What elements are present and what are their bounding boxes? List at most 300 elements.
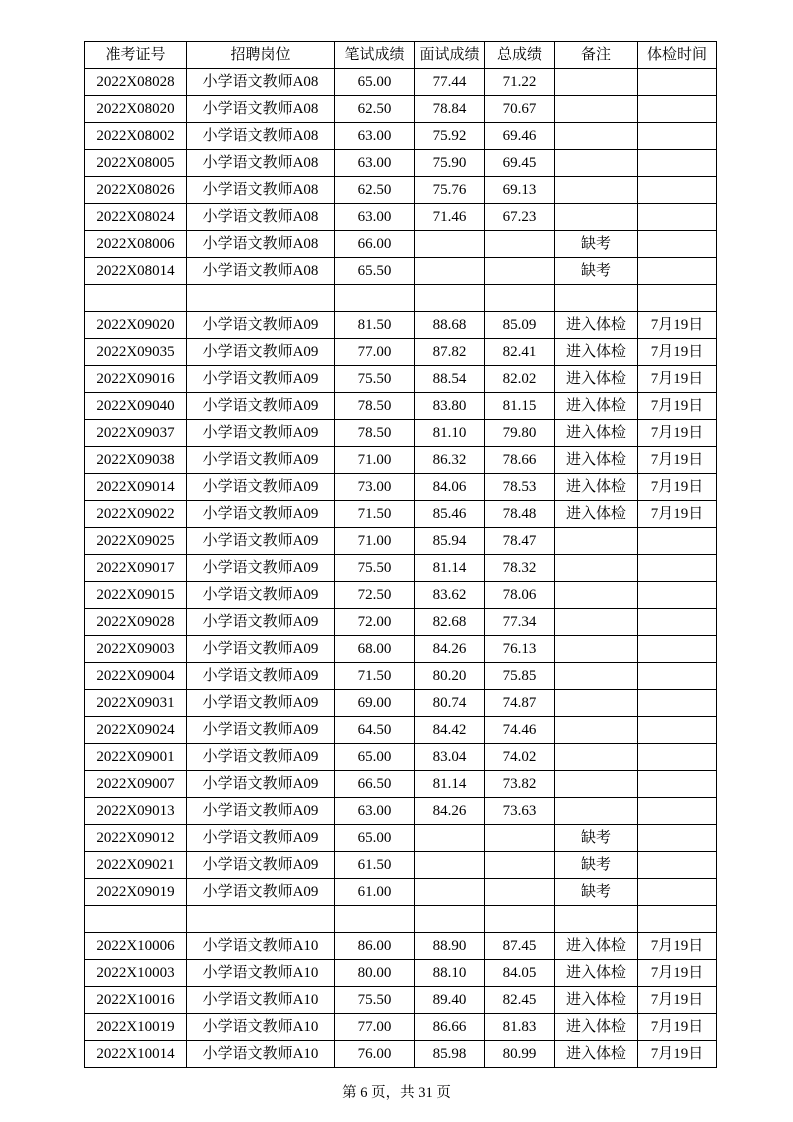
cell-remark <box>555 69 638 96</box>
cell-position: 小学语文教师A09 <box>187 879 335 906</box>
cell-exam-id: 2022X08014 <box>85 258 187 285</box>
cell-interview-score: 80.74 <box>415 690 485 717</box>
cell-exam-id: 2022X10014 <box>85 1041 187 1068</box>
cell-total-score: 69.13 <box>485 177 555 204</box>
cell-position: 小学语文教师A09 <box>187 339 335 366</box>
cell-total-score: 74.46 <box>485 717 555 744</box>
cell-total-score: 77.34 <box>485 609 555 636</box>
cell-total-score: 69.46 <box>485 123 555 150</box>
table-row <box>85 717 717 744</box>
cell-remark <box>555 204 638 231</box>
column-header-remark: 备注 <box>555 42 638 69</box>
table-row <box>85 960 717 987</box>
cell-interview-score: 81.14 <box>415 771 485 798</box>
cell-written-score: 86.00 <box>335 933 415 960</box>
cell-total-score <box>485 285 555 312</box>
cell-position: 小学语文教师A09 <box>187 798 335 825</box>
cell-position: 小学语文教师A10 <box>187 1041 335 1068</box>
cell-total-score <box>485 825 555 852</box>
cell-remark <box>555 771 638 798</box>
cell-checkup-time <box>638 825 717 852</box>
cell-remark <box>555 96 638 123</box>
column-header-written-score: 笔试成绩 <box>335 42 415 69</box>
cell-position: 小学语文教师A09 <box>187 690 335 717</box>
table-row <box>85 393 717 420</box>
cell-position: 小学语文教师A09 <box>187 528 335 555</box>
cell-interview-score: 84.26 <box>415 636 485 663</box>
spacer-row <box>85 285 717 312</box>
cell-interview-score: 84.26 <box>415 798 485 825</box>
cell-written-score: 72.00 <box>335 609 415 636</box>
cell-interview-score: 88.90 <box>415 933 485 960</box>
cell-total-score: 85.09 <box>485 312 555 339</box>
cell-interview-score: 81.14 <box>415 555 485 582</box>
cell-remark: 进入体检 <box>555 339 638 366</box>
cell-remark: 进入体检 <box>555 987 638 1014</box>
cell-position: 小学语文教师A09 <box>187 636 335 663</box>
cell-total-score: 70.67 <box>485 96 555 123</box>
cell-position: 小学语文教师A09 <box>187 744 335 771</box>
cell-checkup-time: 7月19日 <box>638 366 717 393</box>
cell-remark: 进入体检 <box>555 393 638 420</box>
cell-total-score: 80.99 <box>485 1041 555 1068</box>
cell-exam-id: 2022X09013 <box>85 798 187 825</box>
cell-checkup-time <box>638 258 717 285</box>
cell-remark: 进入体检 <box>555 366 638 393</box>
cell-total-score: 78.53 <box>485 474 555 501</box>
cell-interview-score: 84.06 <box>415 474 485 501</box>
cell-exam-id: 2022X10016 <box>85 987 187 1014</box>
cell-interview-score: 75.90 <box>415 150 485 177</box>
cell-exam-id <box>85 285 187 312</box>
cell-interview-score: 85.94 <box>415 528 485 555</box>
cell-interview-score <box>415 258 485 285</box>
cell-total-score: 78.06 <box>485 582 555 609</box>
cell-exam-id: 2022X09037 <box>85 420 187 447</box>
cell-checkup-time <box>638 717 717 744</box>
cell-interview-score: 88.10 <box>415 960 485 987</box>
cell-checkup-time <box>638 798 717 825</box>
table-row <box>85 1041 717 1068</box>
cell-interview-score <box>415 231 485 258</box>
table-row <box>85 96 717 123</box>
cell-interview-score: 83.62 <box>415 582 485 609</box>
cell-checkup-time <box>638 204 717 231</box>
table-row <box>85 150 717 177</box>
cell-written-score: 77.00 <box>335 339 415 366</box>
cell-written-score <box>335 285 415 312</box>
cell-total-score: 73.63 <box>485 798 555 825</box>
cell-exam-id: 2022X09004 <box>85 663 187 690</box>
cell-total-score: 78.32 <box>485 555 555 582</box>
cell-position: 小学语文教师A09 <box>187 582 335 609</box>
column-header-position: 招聘岗位 <box>187 42 335 69</box>
cell-checkup-time: 7月19日 <box>638 1014 717 1041</box>
results-table <box>84 41 717 1068</box>
table-row <box>85 771 717 798</box>
cell-exam-id: 2022X09022 <box>85 501 187 528</box>
cell-written-score: 72.50 <box>335 582 415 609</box>
table-row <box>85 663 717 690</box>
cell-exam-id: 2022X08026 <box>85 177 187 204</box>
cell-total-score <box>485 231 555 258</box>
cell-written-score: 63.00 <box>335 150 415 177</box>
table-row <box>85 852 717 879</box>
table-row <box>85 420 717 447</box>
cell-position: 小学语文教师A09 <box>187 852 335 879</box>
cell-interview-score: 78.84 <box>415 96 485 123</box>
cell-remark: 进入体检 <box>555 960 638 987</box>
cell-total-score <box>485 258 555 285</box>
page-footer: 第 6 页，共 31 页 <box>342 1085 451 1101</box>
cell-written-score: 75.50 <box>335 987 415 1014</box>
cell-checkup-time <box>638 690 717 717</box>
cell-checkup-time: 7月19日 <box>638 420 717 447</box>
cell-remark <box>555 123 638 150</box>
cell-checkup-time <box>638 96 717 123</box>
table-row <box>85 177 717 204</box>
cell-checkup-time <box>638 771 717 798</box>
cell-checkup-time: 7月19日 <box>638 447 717 474</box>
cell-total-score: 82.02 <box>485 366 555 393</box>
cell-interview-score: 80.20 <box>415 663 485 690</box>
cell-written-score: 73.00 <box>335 474 415 501</box>
cell-checkup-time <box>638 636 717 663</box>
cell-position: 小学语文教师A08 <box>187 69 335 96</box>
cell-checkup-time: 7月19日 <box>638 339 717 366</box>
cell-exam-id: 2022X09024 <box>85 717 187 744</box>
cell-checkup-time <box>638 555 717 582</box>
cell-written-score: 61.00 <box>335 879 415 906</box>
table-body <box>85 69 717 1068</box>
cell-total-score: 74.02 <box>485 744 555 771</box>
spacer-row <box>85 906 717 933</box>
cell-exam-id: 2022X09015 <box>85 582 187 609</box>
cell-remark <box>555 528 638 555</box>
table-row <box>85 501 717 528</box>
cell-remark <box>555 690 638 717</box>
cell-interview-score <box>415 825 485 852</box>
cell-total-score: 74.87 <box>485 690 555 717</box>
table-row <box>85 933 717 960</box>
cell-written-score: 65.00 <box>335 69 415 96</box>
cell-remark: 缺考 <box>555 825 638 852</box>
cell-interview-score: 83.04 <box>415 744 485 771</box>
cell-interview-score: 84.42 <box>415 717 485 744</box>
cell-exam-id: 2022X09028 <box>85 609 187 636</box>
cell-position: 小学语文教师A09 <box>187 447 335 474</box>
table-row <box>85 447 717 474</box>
table-header-row <box>85 42 717 69</box>
cell-written-score: 71.00 <box>335 447 415 474</box>
cell-checkup-time: 7月19日 <box>638 987 717 1014</box>
table-row <box>85 825 717 852</box>
cell-interview-score: 85.46 <box>415 501 485 528</box>
cell-remark <box>555 150 638 177</box>
table-row <box>85 528 717 555</box>
cell-exam-id: 2022X09020 <box>85 312 187 339</box>
cell-written-score: 81.50 <box>335 312 415 339</box>
cell-checkup-time <box>638 663 717 690</box>
column-header-interview-score: 面试成绩 <box>415 42 485 69</box>
cell-written-score: 78.50 <box>335 393 415 420</box>
cell-written-score: 80.00 <box>335 960 415 987</box>
cell-checkup-time <box>638 177 717 204</box>
table-row <box>85 1014 717 1041</box>
cell-total-score: 73.82 <box>485 771 555 798</box>
cell-interview-score: 71.46 <box>415 204 485 231</box>
cell-total-score: 69.45 <box>485 150 555 177</box>
cell-interview-score: 77.44 <box>415 69 485 96</box>
cell-remark <box>555 285 638 312</box>
cell-checkup-time <box>638 879 717 906</box>
cell-position: 小学语文教师A09 <box>187 312 335 339</box>
table-row <box>85 636 717 663</box>
column-header-checkup-time: 体检时间 <box>638 42 717 69</box>
cell-checkup-time: 7月19日 <box>638 1041 717 1068</box>
cell-position: 小学语文教师A08 <box>187 123 335 150</box>
column-header-total-score: 总成绩 <box>485 42 555 69</box>
cell-remark: 进入体检 <box>555 312 638 339</box>
cell-remark <box>555 906 638 933</box>
cell-exam-id: 2022X09001 <box>85 744 187 771</box>
cell-checkup-time <box>638 150 717 177</box>
cell-total-score: 76.13 <box>485 636 555 663</box>
cell-exam-id: 2022X09035 <box>85 339 187 366</box>
cell-total-score: 82.41 <box>485 339 555 366</box>
cell-interview-score <box>415 852 485 879</box>
cell-written-score: 68.00 <box>335 636 415 663</box>
cell-exam-id: 2022X10006 <box>85 933 187 960</box>
cell-total-score: 78.47 <box>485 528 555 555</box>
cell-total-score: 82.45 <box>485 987 555 1014</box>
cell-position <box>187 285 335 312</box>
cell-checkup-time <box>638 582 717 609</box>
cell-position: 小学语文教师A09 <box>187 663 335 690</box>
cell-remark: 进入体检 <box>555 1041 638 1068</box>
cell-interview-score: 88.54 <box>415 366 485 393</box>
cell-checkup-time <box>638 231 717 258</box>
cell-position: 小学语文教师A08 <box>187 177 335 204</box>
cell-position: 小学语文教师A09 <box>187 717 335 744</box>
cell-exam-id: 2022X09031 <box>85 690 187 717</box>
cell-written-score: 63.00 <box>335 798 415 825</box>
cell-written-score: 71.50 <box>335 663 415 690</box>
cell-exam-id: 2022X09012 <box>85 825 187 852</box>
cell-exam-id: 2022X09021 <box>85 852 187 879</box>
cell-written-score: 62.50 <box>335 177 415 204</box>
cell-interview-score: 87.82 <box>415 339 485 366</box>
cell-exam-id: 2022X08005 <box>85 150 187 177</box>
cell-exam-id: 2022X09038 <box>85 447 187 474</box>
cell-checkup-time <box>638 744 717 771</box>
cell-total-score: 87.45 <box>485 933 555 960</box>
cell-position: 小学语文教师A10 <box>187 960 335 987</box>
cell-written-score: 76.00 <box>335 1041 415 1068</box>
cell-checkup-time <box>638 528 717 555</box>
column-header-exam-id: 准考证号 <box>85 42 187 69</box>
cell-exam-id: 2022X09007 <box>85 771 187 798</box>
table-row <box>85 987 717 1014</box>
cell-remark: 进入体检 <box>555 933 638 960</box>
cell-position: 小学语文教师A08 <box>187 231 335 258</box>
table-row <box>85 69 717 96</box>
cell-exam-id: 2022X09025 <box>85 528 187 555</box>
cell-written-score: 61.50 <box>335 852 415 879</box>
cell-total-score: 67.23 <box>485 204 555 231</box>
cell-position: 小学语文教师A09 <box>187 555 335 582</box>
cell-checkup-time <box>638 906 717 933</box>
cell-written-score: 66.00 <box>335 231 415 258</box>
cell-exam-id: 2022X09040 <box>85 393 187 420</box>
cell-exam-id: 2022X08002 <box>85 123 187 150</box>
cell-position: 小学语文教师A08 <box>187 204 335 231</box>
cell-total-score: 79.80 <box>485 420 555 447</box>
table-row <box>85 123 717 150</box>
cell-exam-id: 2022X08028 <box>85 69 187 96</box>
table-row <box>85 555 717 582</box>
cell-total-score <box>485 852 555 879</box>
cell-position: 小学语文教师A10 <box>187 933 335 960</box>
cell-total-score: 84.05 <box>485 960 555 987</box>
cell-position: 小学语文教师A09 <box>187 609 335 636</box>
cell-position: 小学语文教师A09 <box>187 825 335 852</box>
cell-checkup-time: 7月19日 <box>638 933 717 960</box>
cell-written-score: 75.50 <box>335 366 415 393</box>
table-row <box>85 366 717 393</box>
table-row <box>85 879 717 906</box>
table-row <box>85 312 717 339</box>
cell-remark <box>555 744 638 771</box>
cell-total-score: 81.83 <box>485 1014 555 1041</box>
cell-exam-id: 2022X08006 <box>85 231 187 258</box>
cell-position: 小学语文教师A09 <box>187 771 335 798</box>
cell-written-score: 71.50 <box>335 501 415 528</box>
cell-total-score: 75.85 <box>485 663 555 690</box>
table-row <box>85 609 717 636</box>
table-row <box>85 744 717 771</box>
cell-checkup-time: 7月19日 <box>638 393 717 420</box>
cell-remark: 缺考 <box>555 231 638 258</box>
cell-interview-score: 81.10 <box>415 420 485 447</box>
cell-position: 小学语文教师A09 <box>187 366 335 393</box>
cell-remark <box>555 555 638 582</box>
cell-written-score: 65.00 <box>335 825 415 852</box>
cell-written-score: 65.50 <box>335 258 415 285</box>
cell-position: 小学语文教师A10 <box>187 1014 335 1041</box>
table-row <box>85 231 717 258</box>
cell-interview-score: 86.66 <box>415 1014 485 1041</box>
cell-remark <box>555 636 638 663</box>
cell-exam-id: 2022X08020 <box>85 96 187 123</box>
cell-position: 小学语文教师A09 <box>187 474 335 501</box>
cell-total-score <box>485 879 555 906</box>
table-row <box>85 690 717 717</box>
cell-position: 小学语文教师A09 <box>187 420 335 447</box>
cell-exam-id: 2022X09014 <box>85 474 187 501</box>
cell-exam-id: 2022X09003 <box>85 636 187 663</box>
cell-remark <box>555 582 638 609</box>
cell-remark: 进入体检 <box>555 1014 638 1041</box>
cell-total-score: 78.66 <box>485 447 555 474</box>
cell-interview-score <box>415 879 485 906</box>
cell-remark: 进入体检 <box>555 474 638 501</box>
cell-written-score: 62.50 <box>335 96 415 123</box>
cell-position: 小学语文教师A09 <box>187 501 335 528</box>
cell-written-score: 75.50 <box>335 555 415 582</box>
cell-exam-id: 2022X10003 <box>85 960 187 987</box>
cell-written-score: 77.00 <box>335 1014 415 1041</box>
table-row <box>85 339 717 366</box>
cell-position: 小学语文教师A08 <box>187 150 335 177</box>
cell-remark: 缺考 <box>555 258 638 285</box>
cell-total-score: 71.22 <box>485 69 555 96</box>
cell-exam-id: 2022X10019 <box>85 1014 187 1041</box>
cell-interview-score: 88.68 <box>415 312 485 339</box>
cell-checkup-time <box>638 609 717 636</box>
cell-written-score <box>335 906 415 933</box>
cell-written-score: 69.00 <box>335 690 415 717</box>
cell-interview-score: 83.80 <box>415 393 485 420</box>
cell-checkup-time: 7月19日 <box>638 474 717 501</box>
cell-interview-score: 85.98 <box>415 1041 485 1068</box>
cell-checkup-time <box>638 69 717 96</box>
cell-written-score: 78.50 <box>335 420 415 447</box>
cell-position: 小学语文教师A08 <box>187 258 335 285</box>
cell-remark <box>555 717 638 744</box>
cell-exam-id: 2022X09019 <box>85 879 187 906</box>
cell-interview-score: 75.92 <box>415 123 485 150</box>
cell-remark: 进入体检 <box>555 501 638 528</box>
cell-interview-score <box>415 906 485 933</box>
cell-position: 小学语文教师A10 <box>187 987 335 1014</box>
cell-total-score: 81.15 <box>485 393 555 420</box>
cell-total-score: 78.48 <box>485 501 555 528</box>
cell-interview-score: 82.68 <box>415 609 485 636</box>
cell-position: 小学语文教师A08 <box>187 96 335 123</box>
cell-interview-score <box>415 285 485 312</box>
cell-written-score: 63.00 <box>335 123 415 150</box>
cell-exam-id <box>85 906 187 933</box>
cell-remark <box>555 177 638 204</box>
cell-checkup-time <box>638 123 717 150</box>
cell-interview-score: 86.32 <box>415 447 485 474</box>
cell-exam-id: 2022X09017 <box>85 555 187 582</box>
cell-exam-id: 2022X08024 <box>85 204 187 231</box>
cell-written-score: 66.50 <box>335 771 415 798</box>
cell-remark: 进入体检 <box>555 420 638 447</box>
cell-written-score: 63.00 <box>335 204 415 231</box>
cell-remark: 缺考 <box>555 879 638 906</box>
cell-exam-id: 2022X09016 <box>85 366 187 393</box>
cell-remark: 进入体检 <box>555 447 638 474</box>
cell-checkup-time <box>638 852 717 879</box>
cell-position <box>187 906 335 933</box>
cell-position: 小学语文教师A09 <box>187 393 335 420</box>
table-row <box>85 474 717 501</box>
cell-checkup-time: 7月19日 <box>638 960 717 987</box>
table-row <box>85 582 717 609</box>
cell-total-score <box>485 906 555 933</box>
cell-written-score: 64.50 <box>335 717 415 744</box>
table-row <box>85 798 717 825</box>
cell-written-score: 65.00 <box>335 744 415 771</box>
cell-remark: 缺考 <box>555 852 638 879</box>
cell-written-score: 71.00 <box>335 528 415 555</box>
cell-interview-score: 89.40 <box>415 987 485 1014</box>
table-row <box>85 258 717 285</box>
cell-checkup-time: 7月19日 <box>638 312 717 339</box>
